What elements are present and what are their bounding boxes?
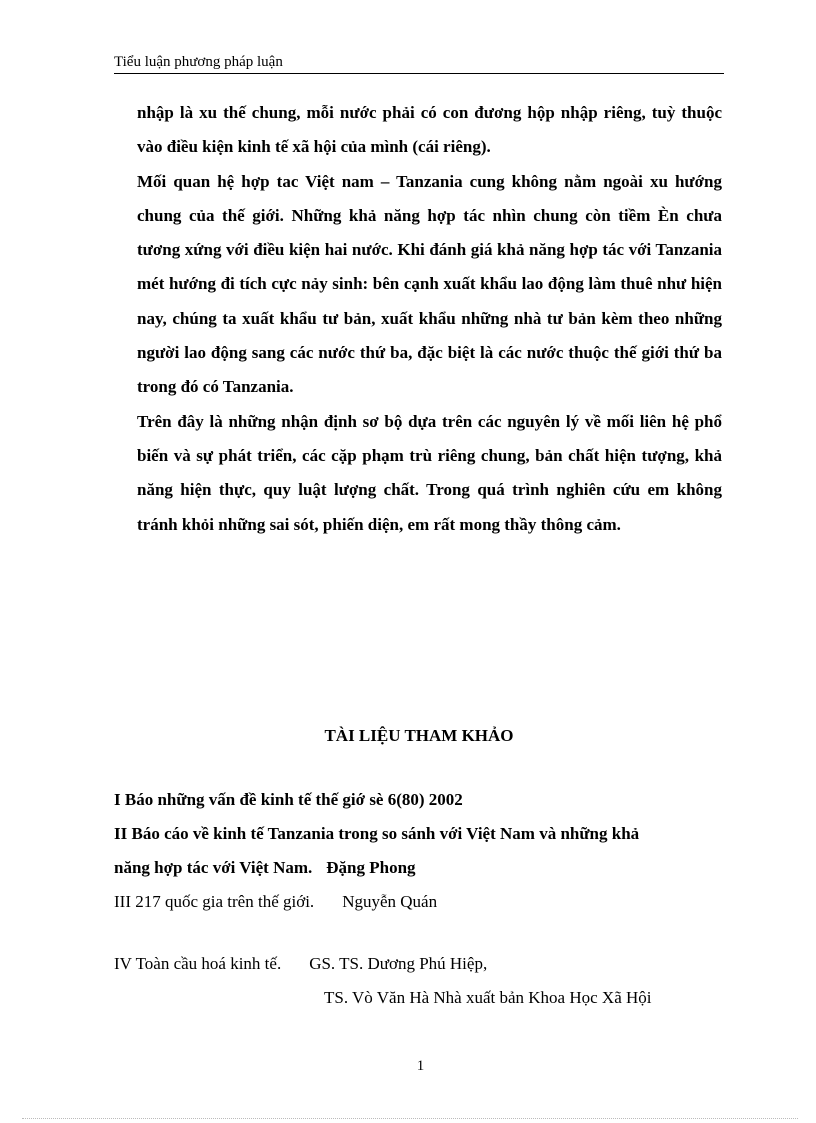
reference-2-line-2 (114, 851, 416, 885)
page-header (114, 52, 724, 74)
references-title: TÀI LIỆU THAM KHẢO (324, 726, 514, 745)
reference-1: I Báo những vấn đề kinh tế thế giớ sè 6(80) 2002 (114, 790, 463, 809)
reference-4-title: IV Toàn cầu hoá kinh tế. (114, 954, 282, 973)
reference-2-title-end: năng hợp tác với Việt Nam. (114, 858, 313, 877)
page-number: 1 (416, 1058, 425, 1074)
reference-3 (114, 885, 437, 919)
paragraph: Trên đây là những nhận định sơ bộ dựa trên các nguyên lý về mối liên hệ phổ biến và sự phát triển, các cặp phạm trù riêng chung, bản chất hiện tượng, khả năng hiện thực, quy luật lượng chất. Trong quá trình nghiên cứu em không tránh khỏi những sai sót, phiến diện, em rất mong thầy thông cảm. (137, 411, 722, 534)
header-title: Tiểu luận phương pháp luận (114, 54, 283, 70)
page-bottom-border (22, 1118, 798, 1119)
reference-4-line-2: TS. Vò Văn Hà Nhà xuất bản Khoa Học Xã Hội (324, 988, 652, 1007)
reference-3-author: Nguyễn Quán (342, 892, 438, 911)
paragraph: Mối quan hệ hợp tac Việt nam – Tanzania cung không nằm ngoài xu hướng chung của thế giới. Những khả năng hợp tác nhìn chung còn tiềm Èn chưa tương xứng với điều kiện hai nước. Khi đánh giá khả năng hợp tác với Tanzania mét hướng đi tích cực nảy sinh: bên cạnh xuất khẩu lao động làm thuê như hiện nay, chúng ta xuất khẩu tư bản, xuất khẩu những nhà tư bản kèm theo những người lao động sang các nước thứ ba, đặc biệt là các nước thuộc thế giới thứ ba trong đó có Tanzania. (137, 171, 722, 397)
reference-2-line-1: II Báo cáo về kinh tế Tanzania trong so sánh với Việt Nam và những khả (114, 824, 640, 843)
reference-3-title: III 217 quốc gia trên thế giới. (114, 892, 315, 911)
reference-4-author: GS. TS. Dương Phú Hiệp, (309, 954, 488, 973)
body-text (137, 96, 722, 542)
reference-4 (114, 947, 487, 981)
paragraph: nhập là xu thế chung, mỗi nước phải có con đương hộp nhập riêng, tuỳ thuộc vào điều kiện kinh tế xã hội của mình (cái riêng). (137, 103, 722, 157)
reference-2-author: Đặng Phong (326, 858, 416, 877)
